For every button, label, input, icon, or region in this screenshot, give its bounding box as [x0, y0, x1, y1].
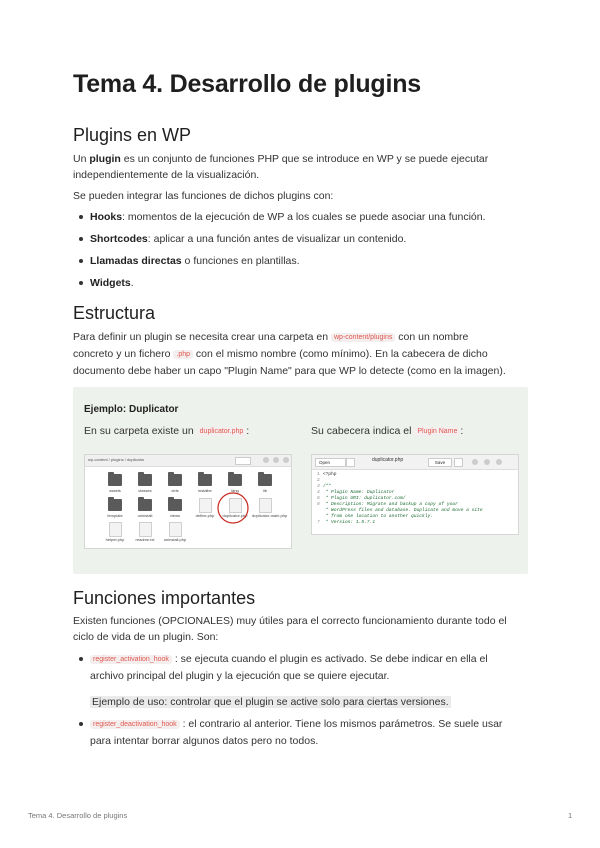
inline-code: .php [173, 350, 193, 359]
file-icon [199, 498, 212, 513]
file-manager-screenshot [84, 454, 292, 549]
list-item: Hooks: momentos de la ejecución de WP a los cuales se puede asociar una función. [73, 209, 533, 225]
file-manager-toolbar [85, 455, 291, 467]
window-control [484, 459, 490, 465]
breadcrumb: wp-content / plugins / duplicator [88, 457, 145, 462]
folder-icon [168, 474, 182, 486]
page-title: Tema 4. Desarrollo de plugins [73, 70, 421, 98]
item-label: views [169, 513, 180, 518]
folder-icon [198, 474, 212, 486]
file-icon [109, 522, 122, 537]
footer-title: Tema 4. Desarrollo de plugins [28, 811, 128, 820]
example-callout [73, 387, 528, 574]
code-line: 3 /** [317, 484, 332, 489]
list-item: register_deactivation_hook : el contrario al anterior. Tiene los mismos parámetros. Se suele usar para intentar borrar algunos datos pero no todos. [73, 716, 533, 749]
item-label: template [107, 513, 123, 518]
page-number: 1 [568, 811, 573, 820]
inline-code: Plugin Name [414, 427, 460, 436]
item-label: helper.php [105, 537, 125, 542]
list-item: Shortcodes: aplicar a una función antes de visualizar un contenido. [73, 231, 533, 247]
functions-list [73, 651, 533, 749]
callout-left-caption: En su carpeta existe un duplicator.php : [84, 425, 250, 437]
item-label: readme.txt [135, 537, 155, 542]
callout-right-caption: Su cabecera indica el Plugin Name : [311, 425, 464, 437]
new-tab-icon [346, 458, 355, 467]
section-heading-funciones: Funciones importantes [73, 588, 256, 608]
code-line: * from one location to another quickly. [322, 514, 434, 519]
inline-code: register_activation_hook [90, 655, 172, 664]
open-button: Open [315, 458, 346, 467]
editor-toolbar [312, 455, 518, 470]
list-item: Llamadas directas o funciones en plantillas. [73, 253, 533, 269]
view-toggle [235, 457, 251, 465]
folder-icon [168, 499, 182, 511]
paragraph-estructura: Para definir un plugin se necesita crear una carpeta en wp-content/plugins con un nombre concreto y un fichero .php con el mismo nombre (como mínimo). En la cabecera de dicho documento debe haber un capo "Plugin Name" para que WP lo detecte (como en la imagen). [73, 331, 506, 377]
close-icon [283, 457, 289, 463]
item-label: classes [138, 488, 152, 493]
paragraph-funciones: Existen funciones (OPCIONALES) muy útiles para el correcto funcionamiento durante todo el ciclo de vida de un plugin. Son: [73, 615, 507, 643]
file-icon [169, 522, 182, 537]
section-heading-estructura: Estructura [73, 303, 156, 323]
editor-screenshot [311, 454, 519, 535]
section-heading-plugins: Plugins en WP [73, 125, 192, 145]
item-label: uninstall.php [163, 537, 187, 542]
window-control [263, 457, 269, 463]
item-label: lang [231, 488, 239, 493]
folder-icon [108, 499, 122, 511]
editor-tab-title: duplicator.php [372, 457, 404, 463]
folder-icon [108, 474, 122, 486]
menu-icon [454, 458, 463, 467]
folder-icon [138, 499, 152, 511]
file-icon [139, 522, 152, 537]
example-note: Ejemplo de uso: controlar que el plugin se active solo para ciertas versiones. [92, 696, 449, 708]
item-label: uninstall [137, 513, 153, 518]
item-label: installer [198, 488, 212, 493]
item-label: assets [109, 488, 121, 493]
file-icon [259, 498, 272, 513]
code-line: 5 * Plugin URI: duplicator.com/ [317, 496, 406, 501]
inline-code: duplicator.php [197, 427, 247, 436]
folder-icon [228, 474, 242, 486]
integration-list [73, 209, 533, 291]
code-line: 2 [317, 478, 320, 483]
code-line: 7 * Version: 1.5.7.1 [317, 520, 376, 525]
highlight-circle [216, 491, 250, 525]
item-label: ctrls [171, 488, 179, 493]
code-line: 6 * Description: Migrate and backup a copy of your [317, 502, 458, 507]
item-label: duplicator-main.php [252, 513, 288, 518]
item-label: lib [262, 488, 267, 493]
list-item: Widgets. [73, 275, 533, 291]
close-icon [496, 459, 502, 465]
code-line: 1 <?php [317, 472, 337, 477]
list-item: register_activation_hook : se ejecuta cuando el plugin es activado. Se debe indicar en ella el archivo principal del plugin y la ejecución que se quiere ejecutar. Ejemplo de uso: controlar que el plugin se active solo para ciertas versiones. [73, 651, 533, 710]
paragraph-plugin-definition: Un plugin es un conjunto de funciones PHP que se introduce en WP y se puede ejecutar independientemente de la visualización. [73, 153, 489, 181]
item-label: define.php [195, 513, 215, 518]
folder-icon [258, 474, 272, 486]
callout-title: Ejemplo: Duplicator [84, 404, 179, 415]
window-control [273, 457, 279, 463]
inline-code: register_deactivation_hook [90, 720, 180, 729]
folder-icon [138, 474, 152, 486]
inline-code: wp-content/plugins [331, 333, 395, 342]
window-control [472, 459, 478, 465]
item-label: duplicator.php [222, 513, 248, 518]
code-line: * WordPress files and database. Duplicate and move a site [322, 508, 483, 513]
code-line: 4 * Plugin Name: Duplicator [317, 490, 395, 495]
paragraph-integration: Se pueden integrar las funciones de dichos plugins con: [73, 190, 334, 202]
save-button: Save [428, 458, 452, 467]
